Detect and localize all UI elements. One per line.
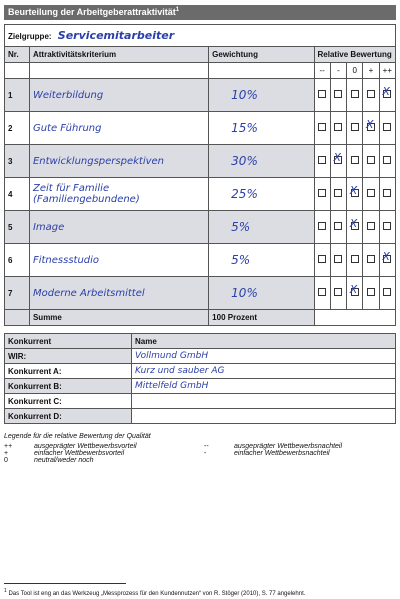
competitor-label: Konkurrent C: bbox=[5, 394, 132, 409]
criterion-name[interactable]: Zeit für Familie (Familiengebundene) bbox=[29, 178, 208, 211]
legend-text: neutral/weder noch bbox=[34, 457, 94, 464]
footnote-mark: 1 bbox=[4, 588, 7, 594]
competitor-row bbox=[5, 409, 396, 424]
rating-checkbox[interactable] bbox=[367, 255, 375, 263]
criterion-name[interactable]: Weiterbildung bbox=[29, 79, 208, 112]
legend-text: einfacher Wettbewerbsnachteil bbox=[234, 450, 330, 457]
rating-checkbox[interactable] bbox=[383, 189, 391, 197]
rating-checkbox[interactable] bbox=[334, 123, 342, 131]
rating-checkbox[interactable] bbox=[383, 123, 391, 131]
competitor-label: WIR: bbox=[5, 349, 132, 364]
competitor-label: Konkurrent B: bbox=[5, 379, 132, 394]
rating-checkbox[interactable] bbox=[351, 222, 359, 230]
legend-text: ausgeprägter Wettbewerbsnachteil bbox=[234, 443, 343, 450]
competitor-name[interactable]: Vollmund GmbH bbox=[132, 349, 396, 364]
criteria-table bbox=[4, 24, 396, 326]
criterion-row bbox=[5, 178, 396, 211]
footnote bbox=[4, 588, 305, 597]
form-title: Beurteilung der Arbeitgeberattraktivität bbox=[8, 7, 176, 17]
rating-checkbox[interactable] bbox=[318, 255, 326, 263]
legend-title: Legende für die relative Bewertung der Qualität bbox=[4, 433, 151, 440]
rating-checkbox[interactable] bbox=[318, 156, 326, 164]
criterion-nr: 1 bbox=[5, 79, 30, 112]
col-criterion: Attraktivitätskriterium bbox=[29, 47, 208, 63]
legend-sym: + bbox=[4, 450, 9, 457]
competitor-name[interactable] bbox=[132, 409, 396, 424]
criterion-row bbox=[5, 112, 396, 145]
rating-checkbox[interactable] bbox=[383, 255, 391, 263]
criterion-name[interactable]: Fitnessstudio bbox=[29, 244, 208, 277]
rating-checkbox[interactable] bbox=[351, 189, 359, 197]
criterion-name[interactable]: Gute Führung bbox=[29, 112, 208, 145]
competitor-name[interactable]: Kurz und sauber AG bbox=[132, 364, 396, 379]
criterion-nr: 6 bbox=[5, 244, 30, 277]
criterion-weight[interactable]: 10% bbox=[209, 277, 314, 310]
rating-checkbox[interactable] bbox=[334, 222, 342, 230]
scale-label: + bbox=[363, 63, 379, 79]
rating-checkbox[interactable] bbox=[351, 156, 359, 164]
rating-checkbox[interactable] bbox=[334, 288, 342, 296]
competitor-row bbox=[5, 364, 396, 379]
criterion-nr: 3 bbox=[5, 145, 30, 178]
scale-label: -- bbox=[314, 63, 330, 79]
title-footnote-mark: 1 bbox=[175, 7, 180, 13]
criterion-weight[interactable]: 30% bbox=[209, 145, 314, 178]
criterion-nr: 5 bbox=[5, 211, 30, 244]
sum-label: Summe bbox=[29, 310, 208, 326]
rating-checkbox[interactable] bbox=[334, 189, 342, 197]
rating-checkbox[interactable] bbox=[318, 123, 326, 131]
competitor-label: Konkurrent A: bbox=[5, 364, 132, 379]
rating-checkbox[interactable] bbox=[367, 90, 375, 98]
footnote-text: Das Tool ist eng an das Werkzeug „Messprozess für den Kundennutzen“ von R. Stöger (2010), S. 77 angelehnt. bbox=[8, 591, 306, 597]
rating-checkbox[interactable] bbox=[351, 288, 359, 296]
scale-label: ++ bbox=[379, 63, 395, 79]
competitor-table bbox=[4, 333, 396, 424]
rating-checkbox[interactable] bbox=[334, 90, 342, 98]
legend-text: einfacher Wettbewerbsvorteil bbox=[34, 450, 125, 457]
scale-label: - bbox=[330, 63, 346, 79]
rating-checkbox[interactable] bbox=[367, 189, 375, 197]
criterion-name[interactable]: Image bbox=[29, 211, 208, 244]
rating-checkbox[interactable] bbox=[367, 288, 375, 296]
target-group-label: Zielgruppe: bbox=[8, 32, 52, 41]
rating-checkbox[interactable] bbox=[334, 255, 342, 263]
col-rating: Relative Bewertung bbox=[314, 47, 395, 63]
legend-sym: - bbox=[204, 450, 207, 457]
legend bbox=[4, 433, 396, 464]
rating-checkbox[interactable] bbox=[383, 90, 391, 98]
footnote-divider bbox=[4, 583, 126, 584]
rating-checkbox[interactable] bbox=[318, 288, 326, 296]
competitor-name[interactable] bbox=[132, 394, 396, 409]
competitor-col-name: Name bbox=[132, 334, 396, 349]
rating-checkbox[interactable] bbox=[367, 123, 375, 131]
criterion-row bbox=[5, 277, 396, 310]
rating-checkbox[interactable] bbox=[367, 156, 375, 164]
sum-value: 100 Prozent bbox=[209, 310, 314, 326]
target-group-value[interactable]: Servicemitarbeiter bbox=[57, 29, 175, 42]
competitor-col-label: Konkurrent bbox=[5, 334, 132, 349]
criterion-nr: 4 bbox=[5, 178, 30, 211]
criterion-weight[interactable]: 5% bbox=[209, 244, 314, 277]
rating-checkbox[interactable] bbox=[318, 222, 326, 230]
criterion-row bbox=[5, 211, 396, 244]
criterion-weight[interactable]: 25% bbox=[209, 178, 314, 211]
legend-sym: 0 bbox=[4, 457, 8, 464]
legend-sym: ++ bbox=[4, 443, 13, 450]
legend-text: ausgeprägter Wettbewerbsvorteil bbox=[34, 443, 137, 450]
competitor-row bbox=[5, 394, 396, 409]
criterion-weight[interactable]: 15% bbox=[209, 112, 314, 145]
rating-checkbox[interactable] bbox=[367, 222, 375, 230]
criterion-nr: 7 bbox=[5, 277, 30, 310]
rating-checkbox[interactable] bbox=[351, 123, 359, 131]
criterion-row bbox=[5, 244, 396, 277]
competitor-row bbox=[5, 379, 396, 394]
rating-checkbox[interactable] bbox=[351, 255, 359, 263]
criterion-nr: 2 bbox=[5, 112, 30, 145]
criterion-row bbox=[5, 79, 396, 112]
col-weight: Gewichtung bbox=[209, 47, 314, 63]
rating-checkbox[interactable] bbox=[351, 90, 359, 98]
criterion-weight[interactable]: 5% bbox=[209, 211, 314, 244]
rating-checkbox[interactable] bbox=[334, 156, 342, 164]
competitor-row bbox=[5, 349, 396, 364]
criterion-row bbox=[5, 145, 396, 178]
criterion-name[interactable]: Moderne Arbeitsmittel bbox=[29, 277, 208, 310]
rating-checkbox[interactable] bbox=[383, 156, 391, 164]
rating-checkbox[interactable] bbox=[383, 222, 391, 230]
col-nr: Nr. bbox=[5, 47, 30, 63]
rating-checkbox[interactable] bbox=[383, 288, 391, 296]
legend-sym: -- bbox=[204, 443, 209, 450]
scale-label: 0 bbox=[347, 63, 363, 79]
competitor-label: Konkurrent D: bbox=[5, 409, 132, 424]
target-group-cell bbox=[5, 25, 315, 47]
criterion-weight[interactable]: 10% bbox=[209, 79, 314, 112]
rating-checkbox[interactable] bbox=[318, 189, 326, 197]
criterion-name[interactable]: Entwicklungsperspektiven bbox=[29, 145, 208, 178]
competitor-name[interactable]: Mittelfeld GmbH bbox=[132, 379, 396, 394]
rating-checkbox[interactable] bbox=[318, 90, 326, 98]
form-title-bar bbox=[4, 5, 396, 20]
